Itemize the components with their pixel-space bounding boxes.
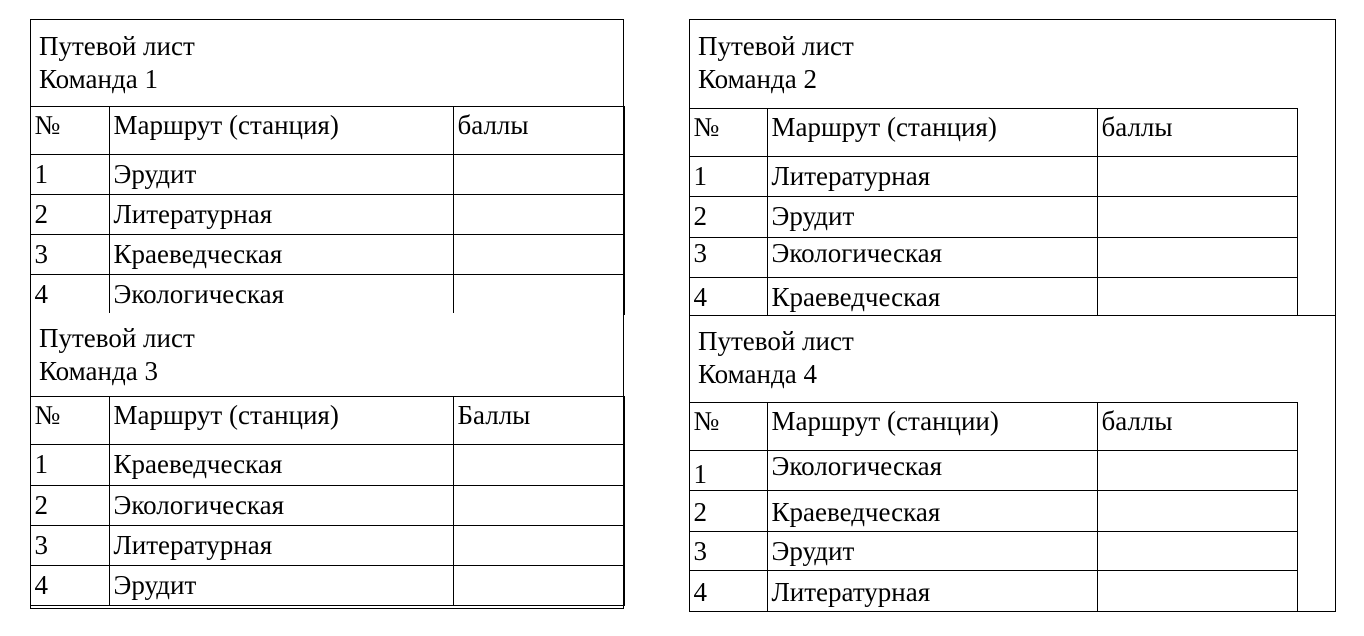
- row-number: 2: [689, 197, 767, 238]
- row-station: Эрудит: [109, 155, 453, 195]
- row-station: Экологическая: [767, 238, 1097, 278]
- row-station: Краеведческая: [109, 445, 453, 486]
- row-number: 4: [689, 571, 767, 612]
- table-row: [689, 571, 1297, 612]
- row-station: Литературная: [109, 526, 453, 566]
- row-number: 3: [689, 532, 767, 571]
- row-score-cell[interactable]: [1097, 157, 1297, 197]
- team-name: Команда 1: [39, 64, 158, 94]
- route-sheet-team-3: [30, 313, 624, 609]
- table-row: [30, 155, 624, 195]
- header-route: Маршрут (станция): [109, 397, 453, 445]
- route-table: [30, 396, 625, 606]
- team-name: Команда 2: [698, 64, 817, 94]
- row-number: 4: [30, 566, 109, 606]
- row-score-cell[interactable]: [453, 445, 624, 486]
- header-number: №: [689, 109, 767, 157]
- row-number: 2: [30, 486, 109, 526]
- row-station: Экологическая: [767, 451, 1097, 491]
- sheet-title: Путевой лист: [698, 31, 854, 61]
- table-row: [689, 157, 1297, 197]
- sheet-title: Путевой лист: [39, 323, 195, 353]
- row-station: Экологическая: [109, 275, 453, 315]
- row-station: Краеведческая: [109, 235, 453, 275]
- team-name: Команда 3: [39, 356, 158, 386]
- row-station: Краеведческая: [767, 278, 1097, 318]
- sheet-title: Путевой лист: [39, 31, 195, 61]
- table-row: [689, 278, 1297, 318]
- row-station: Эрудит: [109, 566, 453, 606]
- table-row: [689, 451, 1297, 491]
- route-table: [689, 108, 1298, 318]
- header-number: №: [30, 107, 109, 155]
- row-number: 1: [30, 445, 109, 486]
- row-number: 2: [30, 195, 109, 235]
- row-score-cell[interactable]: [1097, 451, 1297, 491]
- table-row: [30, 486, 624, 526]
- header-score: баллы: [453, 107, 624, 155]
- row-score-cell[interactable]: [1097, 197, 1297, 238]
- sheet-title: Путевой лист: [698, 326, 854, 356]
- row-number: 1: [689, 157, 767, 197]
- sheet-heading: [39, 30, 195, 96]
- row-number: 2: [689, 491, 767, 532]
- table-header-row: [30, 397, 624, 445]
- table-header-row: [30, 107, 624, 155]
- header-score: Баллы: [453, 397, 624, 445]
- row-number: 1: [689, 451, 767, 491]
- row-score-cell[interactable]: [1097, 238, 1297, 278]
- table-row: [30, 445, 624, 486]
- row-number: 1: [30, 155, 109, 195]
- sheet-heading: [698, 325, 854, 391]
- route-sheet-team-2: [689, 19, 1336, 317]
- row-number: 3: [30, 235, 109, 275]
- row-score-cell[interactable]: [453, 155, 624, 195]
- row-score-cell[interactable]: [1097, 491, 1297, 532]
- row-station: Экологическая: [109, 486, 453, 526]
- header-number: №: [689, 403, 767, 451]
- row-score-cell[interactable]: [453, 275, 624, 315]
- row-station: Литературная: [109, 195, 453, 235]
- row-score-cell[interactable]: [1097, 278, 1297, 318]
- row-number: 3: [689, 238, 767, 278]
- row-score-cell[interactable]: [453, 486, 624, 526]
- table-row: [30, 275, 624, 315]
- row-station: Краеведческая: [767, 491, 1097, 532]
- route-table: [689, 402, 1298, 612]
- table-row: [30, 195, 624, 235]
- table-row: [30, 526, 624, 566]
- row-score-cell[interactable]: [453, 195, 624, 235]
- row-number: 3: [30, 526, 109, 566]
- table-header-row: [689, 109, 1297, 157]
- header-route: Маршрут (станция): [109, 107, 453, 155]
- team-name: Команда 4: [698, 359, 817, 389]
- row-number: 4: [30, 275, 109, 315]
- header-score: баллы: [1097, 109, 1297, 157]
- row-score-cell[interactable]: [453, 566, 624, 606]
- row-score-cell[interactable]: [1097, 571, 1297, 612]
- header-score: баллы: [1097, 403, 1297, 451]
- table-header-row: [689, 403, 1297, 451]
- sheet-heading: [698, 30, 854, 96]
- table-row: [689, 238, 1297, 278]
- row-score-cell[interactable]: [453, 526, 624, 566]
- row-station: Эрудит: [767, 532, 1097, 571]
- route-sheet-team-4: [689, 315, 1336, 612]
- header-number: №: [30, 397, 109, 445]
- row-score-cell[interactable]: [453, 235, 624, 275]
- header-route: Маршрут (станция): [767, 109, 1097, 157]
- row-station: Литературная: [767, 157, 1097, 197]
- row-score-cell[interactable]: [1097, 532, 1297, 571]
- row-station: Литературная: [767, 571, 1097, 612]
- table-row: [30, 566, 624, 606]
- row-station: Эрудит: [767, 197, 1097, 238]
- header-route: Маршрут (станции): [767, 403, 1097, 451]
- sheet-heading: [39, 322, 195, 388]
- row-number: 4: [689, 278, 767, 318]
- table-row: [689, 491, 1297, 532]
- route-table: [30, 106, 625, 315]
- table-row: [30, 235, 624, 275]
- table-row: [689, 532, 1297, 571]
- table-row: [689, 197, 1297, 238]
